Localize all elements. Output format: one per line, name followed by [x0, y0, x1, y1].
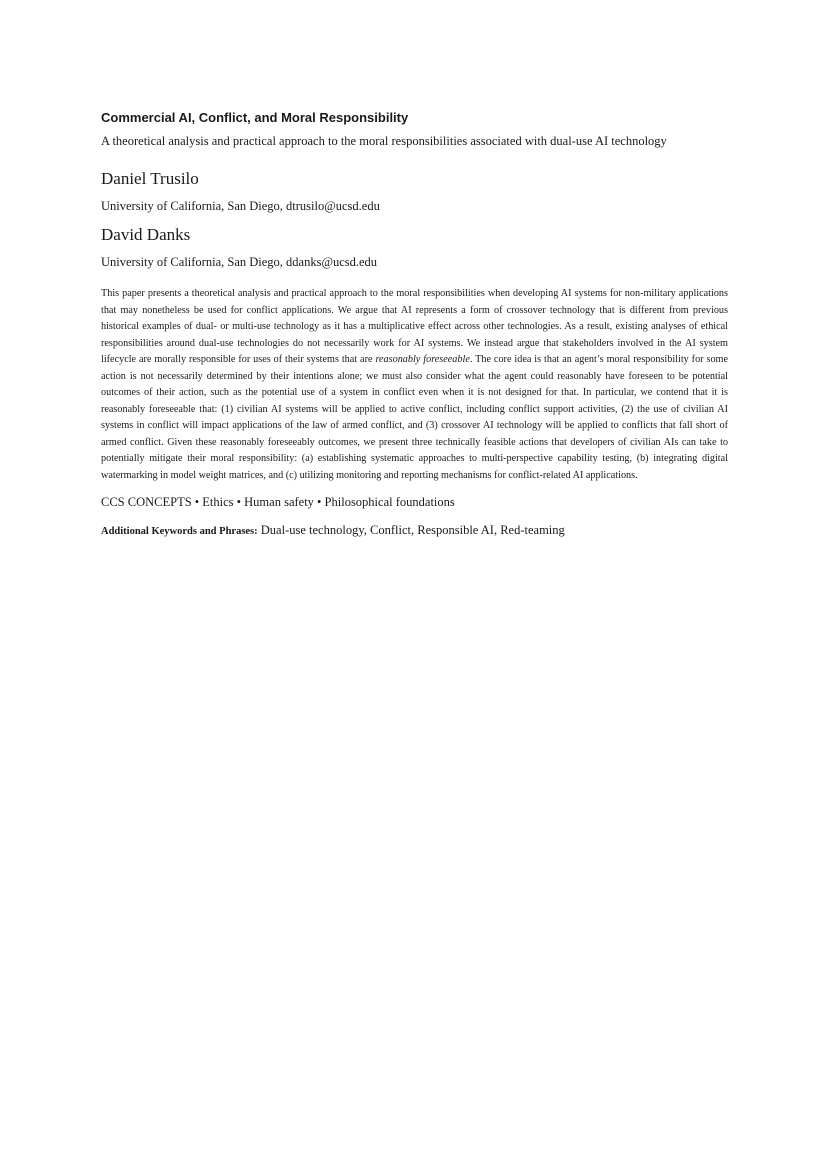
paper-subtitle: A theoretical analysis and practical approach to the moral responsibilities associated with dual-use AI technology — [101, 134, 667, 148]
ccs-text: • Ethics • Human safety • Philosophical foundations — [191, 494, 455, 509]
abstract-emphasis: reasonably foreseeable — [375, 354, 470, 366]
author-affiliation: University of California, San Diego, ddanks@ucsd.edu — [101, 255, 378, 269]
abstract-text-part-1: This paper presents a theoretical analysis and practical approach to the moral responsibilities when developing AI systems for non-military applications that may nonetheless be used for conflict applications. We argue that AI represents a form of crossover technology that is different from previous historical examples of dual- or multi-use technology as it has a multiplicative effect across other technologies. As a result, existing analyses of ethical responsibilities around dual-use technologies do not necessarily work for AI systems. We instead argue that stakeholders involved in the AI system lifecycle are morally responsible for uses of their systems that are — [101, 288, 728, 366]
author-name: Daniel Trusilo — [101, 169, 199, 188]
keywords-label: Additional Keywords and Phrases: — [101, 525, 258, 537]
ccs-label: CCS CONCEPTS — [101, 494, 192, 509]
keywords — [101, 522, 729, 540]
author-name: David Danks — [101, 225, 191, 244]
keywords-text: Dual-use technology, Conflict, Responsible AI, Red-teaming — [257, 522, 565, 537]
author-block-1 — [101, 169, 729, 214]
paper-title: Commercial AI, Conflict, and Moral Responsibility — [101, 110, 409, 125]
author-affiliation: University of California, San Diego, dtrusilo@ucsd.edu — [101, 199, 380, 213]
abstract — [101, 286, 728, 485]
author-block-2 — [101, 225, 729, 270]
paper-first-page — [101, 110, 729, 540]
ccs-concepts — [101, 494, 729, 510]
abstract-text-part-2: . The core idea is that an agent’s moral responsibility for some action is not necessarily determined by their intentions alone; we must also consider what the agent could reasonably have foreseen to be potential outcomes of their action, such as the potential use of a system in conflict even when it is not designed for that. In particular, we contend that it is reasonably foreseeable that: (1) civilian AI systems will be applied to active conflict, including conflict support activities, (2) the use of civilian AI systems in conflict will impact applications of the law of armed conflict, and (3) crossover AI technology will be applied to conflicts that fall short of armed conflict. Given these reasonably foreseeably outcomes, we present three technically feasible actions that developers of civilian AIs can take to potentially mitigate their moral responsibility: (a) establishing systematic approaches to multi-perspective capability testing, (b) integrating digital watermarking in model weight matrices, and (c) utilizing monitoring and reporting mechanisms for conflict-related AI applications. — [101, 354, 728, 482]
